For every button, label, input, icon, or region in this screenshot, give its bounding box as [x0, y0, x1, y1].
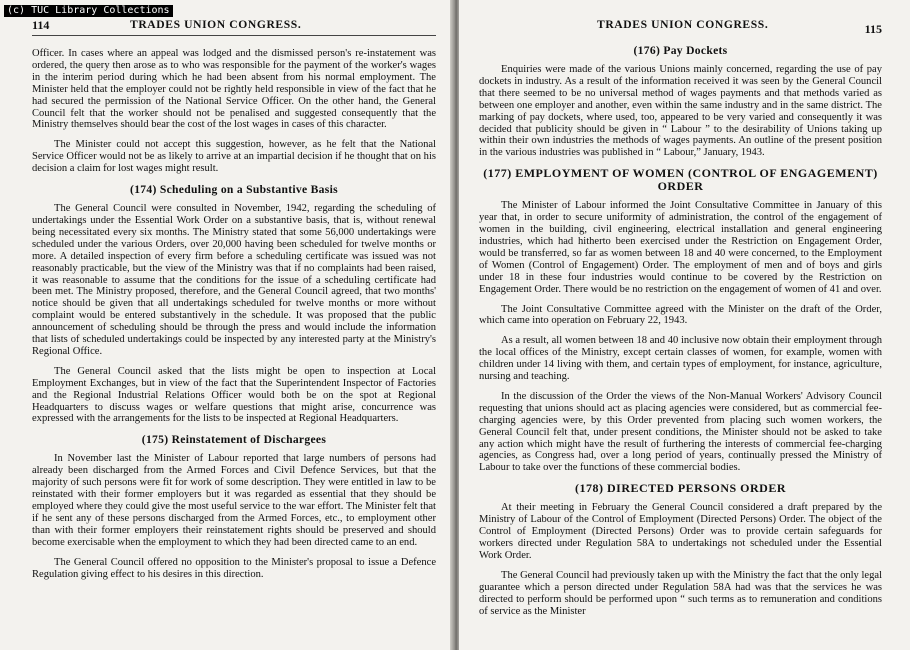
paragraph: In November last the Minister of Labour reported that large numbers of persons had already been discharged from the Armed Forces and Civil Defence Services, but that the majority of such persons were fit for work of some description. They were entitled in law to be reinstated with their former employers but it was regarded as essential that they should be employed where they could give the most useful service to the war effort. The Minister felt that if he sent any of these persons discharged from the Armed Forces, etc., to employment other than with their former employers their reinstatement rights should be preserved and should become exercisable when the employment to which they had been directed came to an end.	[32, 453, 436, 548]
paragraph: In the discussion of the Order the views of the Non-Manual Workers' Advisory Council requesting that unions should act as placing agencies were considered, but as commercial fee-charging agencies were, by this Order prevented from placing such women workers, the General Council felt that, under present conditions, the Minister should not be asked to take any action which might have the result of furthering the interests of commercial fee-charging agencies, as Congress had, over a long period of years, continually pressed the Ministry of Labour to take over the functions of these commercial bodies.	[479, 390, 882, 474]
running-head-title: TRADES UNION CONGRESS.	[597, 18, 769, 31]
page-number: 115	[864, 22, 882, 36]
paragraph: The Joint Consultative Committee agreed with the Minister on the draft of the Order, which came into operation on February 22, 1943.	[479, 303, 882, 327]
right-page	[459, 0, 910, 650]
header-rule	[32, 35, 436, 36]
page-number: 114	[32, 18, 50, 32]
section-heading-178: (178) DIRECTED PERSONS ORDER	[574, 481, 787, 496]
paragraph: At their meeting in February the General Council considered a draft prepared by the Ministry of Labour of the Control of Employment (Directed Persons) Order. The object of the Control of Employment (Directed Persons) Order was to provide certain safeguards for workers directed under Regulation 58A to undertakings not scheduled under the Essential Work Order.	[479, 502, 882, 561]
running-head-title: TRADES UNION CONGRESS.	[130, 18, 302, 31]
left-running-header	[32, 18, 436, 34]
paragraph: The General Council were consulted in November, 1942, regarding the scheduling of undertakings under the Essential Work Order on a substantive basis, that is, without renewal being necessitated every six months. The Ministry stated that some 56,000 undertakings were scheduled under the various Orders, over 20,000 having been scheduled for twelve months or more. A detailed inspection of every firm before a scheduling certificate was issued was not reasonably practicable, but the view of the Ministry was that if no complaints had been raised, it was reasonable to assume that the conditions for the issue of a scheduling certificate had been met. The Ministry proposed, therefore, and the General Council agreed, that two months' notice should be given that all undertakings scheduled for twelve months or more without complaint would be entered substantively in the schedule. It was proposed that the public announcement of scheduling should be through the press and would include the information that lists of scheduled undertakings could be inspected by any interested party at the Ministry's Regional Office.	[32, 203, 436, 357]
paragraph: The General Council asked that the lists might be open to inspection at Local Employment Exchanges, but in view of the fact that the Superintendent Inspector of Factories and the Regional Industrial Relations Officer would both be on the spot at Regional Headquarters to discuss wages or welfare questions that might arise, concurrence was expressed with the arrangements for the lists to be inspected at Regional Headquarters.	[32, 365, 436, 425]
section-heading-175: (175) Reinstatement of Dischargees	[141, 433, 327, 447]
left-page-body	[32, 48, 436, 580]
right-page-body	[479, 44, 882, 617]
paragraph: Officer. In cases where an appeal was lodged and the dismissed person's re-instatement was ordered, the query then arose as to who was responsible for the payment of the worker's wages in the interim period during which he had been absent from his normal employment. The Minister held that the employer could not be rightly held responsible in view of the fact that he had secured the permission of the National Service Officer. On the other hand, the General Council felt that the worker should not be penalised and suggested consequently that the Ministry themselves should bear the cost of the lost wages in cases of this character.	[32, 48, 436, 131]
right-running-header	[479, 18, 882, 34]
paragraph: The General Council had previously taken up with the Ministry the fact that the only legal guarantee which a person directed under Regulation 58A had was that the services he was directed to perform should be performed upon “ such terms as to remuneration and conditions of service as the Minister	[479, 569, 882, 617]
section-heading-176: (176) Pay Dockets	[633, 44, 728, 57]
paragraph: Enquiries were made of the various Unions mainly concerned, regarding the use of pay dockets in industry. As a result of the information received it was seen by the General Council that there seemed to be no universal method of wages payments and that methods varied as between one employer and another, even within the same industry and in the same district. The marking of pay dockets, where used, too, appeared to be very varied and consequently it was decided that publicity should be given in “ Labour ” to the desirability of Unions taking up within their own industries the methods of wages payments. An outline of the present position in the various industries was published in “ Labour,” January, 1943.	[479, 64, 882, 159]
paragraph: The Minister could not accept this suggestion, however, as he felt that the National Service Officer would not be as likely to arrive at an impartial decision if he thought that on his decision a claim for lost wages might result.	[32, 139, 436, 175]
section-heading-174: (174) Scheduling on a Substantive Basis	[130, 183, 338, 197]
section-heading-177: (177) EMPLOYMENT OF WOMEN (CONTROL OF ENGAGEMENT) ORDER	[483, 166, 878, 194]
paragraph: As a result, all women between 18 and 40 inclusive now obtain their employment through the local offices of the Ministry, except certain classes of women, for example, women with children under 14 living with them, and certain types of employment, for instance, agriculture, nursing and teaching.	[479, 335, 882, 383]
paragraph: The General Council offered no opposition to the Minister's proposal to issue a Defence Regulation giving effect to his desires in this direction.	[32, 556, 436, 580]
left-page	[0, 0, 452, 650]
paragraph: The Minister of Labour informed the Joint Consultative Committee in January of this year that, in order to secure uniformity of administration, the control of the engagement of women in the building, civil engineering, electrical installation and general engineering industries, which had hitherto been exercised under the Restriction on Engagement Order, would be transferred, so far as women between 18 and 40 were concerned, to the Employment of Women (Control of Engagement) Order. The employment of men and of boys and girls under 18 in these four industries would continue to be covered by the Restriction on Engagement Order. There would be no restriction on the engagement of women of 41 and over.	[479, 200, 882, 295]
copyright-watermark: (c) TUC Library Collections	[4, 5, 173, 17]
